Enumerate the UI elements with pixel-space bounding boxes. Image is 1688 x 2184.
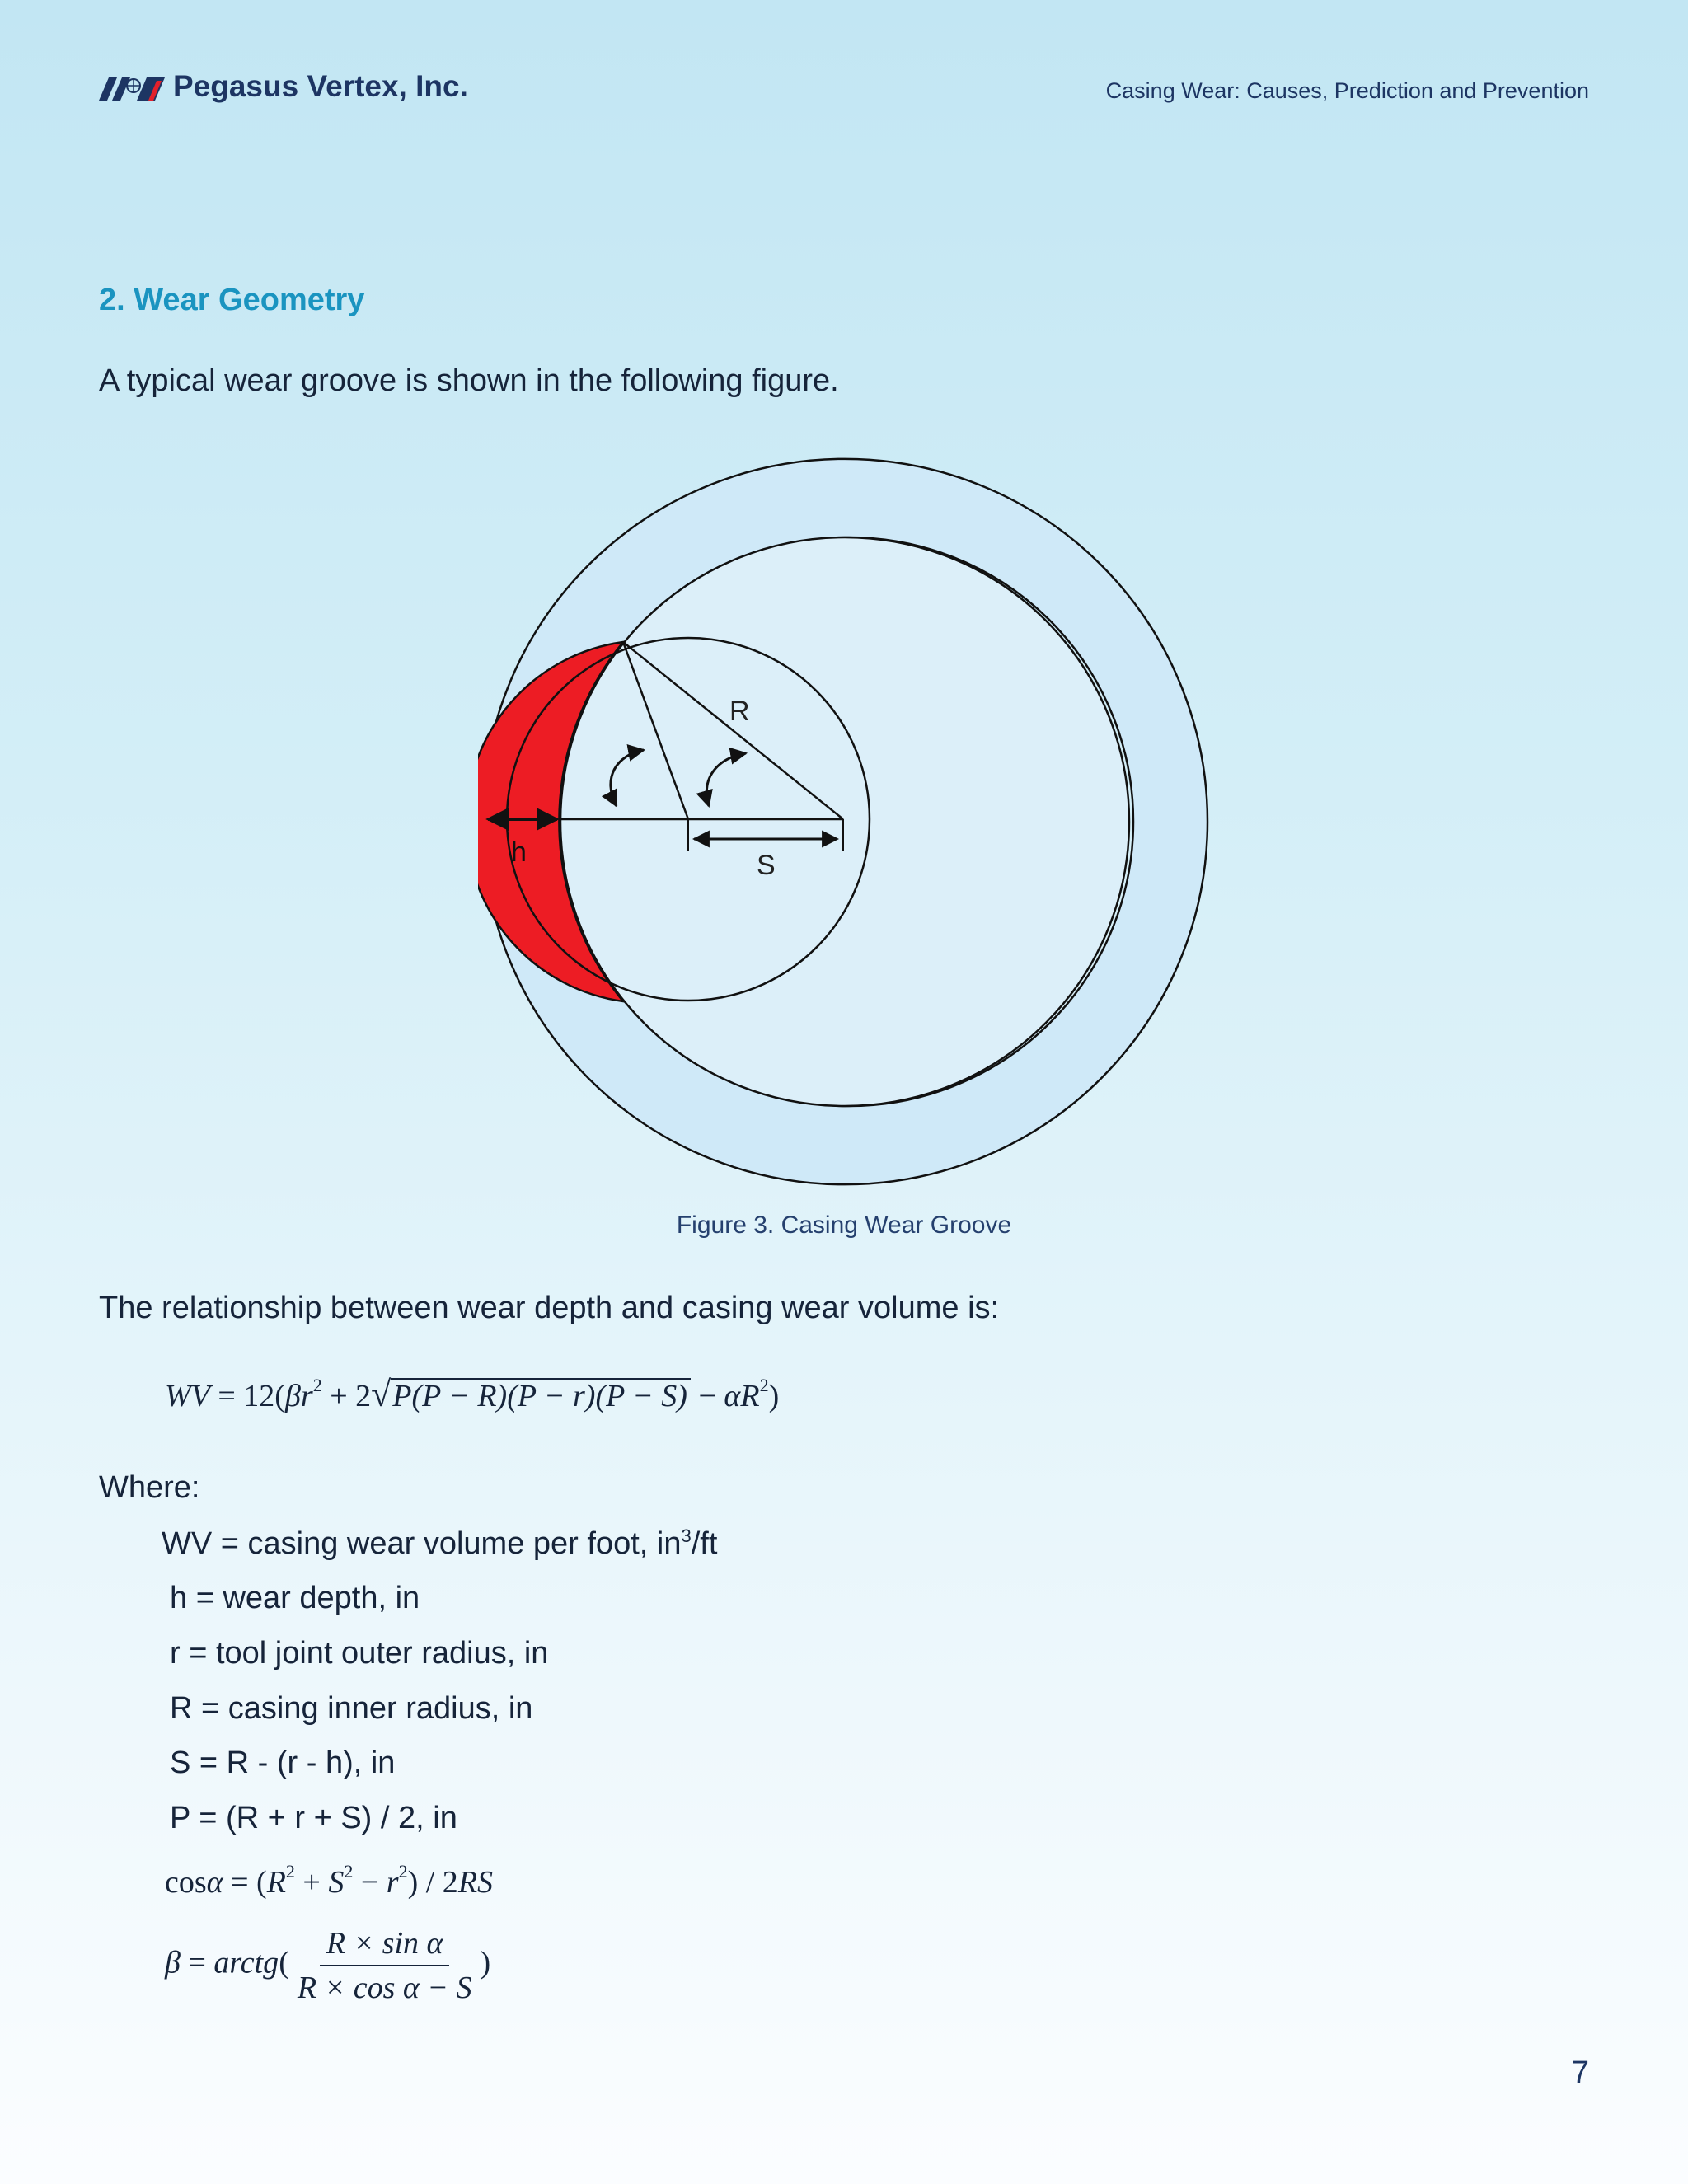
- beta-formula: β = arctg( $\frac{\text{R × sin α}}{\text{R × cos α − S}}$ ): [165, 1926, 491, 2005]
- wear-groove-diagram: [478, 455, 1212, 1188]
- cos-alpha-formula: $\cos\alpha = (R^2 + S^2 - r^2) / 2RS$: [165, 1861, 494, 1900]
- figure-caption: Figure 3. Casing Wear Groove: [676, 1212, 1012, 1239]
- label-s: S: [757, 850, 776, 881]
- definition-wv: WV = casing wear volume per foot, $in^3/ft$: [162, 1526, 718, 1561]
- where-label: Where:: [99, 1470, 200, 1505]
- definition-casing-radius: R = casing inner radius, in: [170, 1691, 533, 1726]
- page-number: 7: [1571, 2055, 1589, 2090]
- casing-bore: [560, 537, 1129, 1106]
- running-title: Casing Wear: Causes, Prediction and Prevention: [1105, 78, 1589, 103]
- pvi-logo-icon: [99, 73, 165, 105]
- definition-s: S = R - (r - h), in: [170, 1746, 396, 1780]
- label-r: R: [729, 696, 750, 727]
- definition-h: h = wear depth, in: [170, 1581, 420, 1615]
- label-h: h: [511, 837, 527, 868]
- wear-volume-formula: WV = $12(\beta r^2 + 2√P(P - R)(P - r)(P - S) - \alpha R^2)$: [165, 1374, 780, 1414]
- company-name: Pegasus Vertex, Inc.: [173, 69, 468, 103]
- relation-paragraph: The relationship between wear depth and casing wear volume is:: [99, 1291, 1000, 1325]
- definition-r: r = tool joint outer radius, in: [170, 1636, 549, 1671]
- section-title: 2. Wear Geometry: [99, 283, 365, 317]
- definition-p: P = (R + r + S) / 2, in: [170, 1801, 457, 1835]
- intro-paragraph: A typical wear groove is shown in the following figure.: [99, 363, 839, 398]
